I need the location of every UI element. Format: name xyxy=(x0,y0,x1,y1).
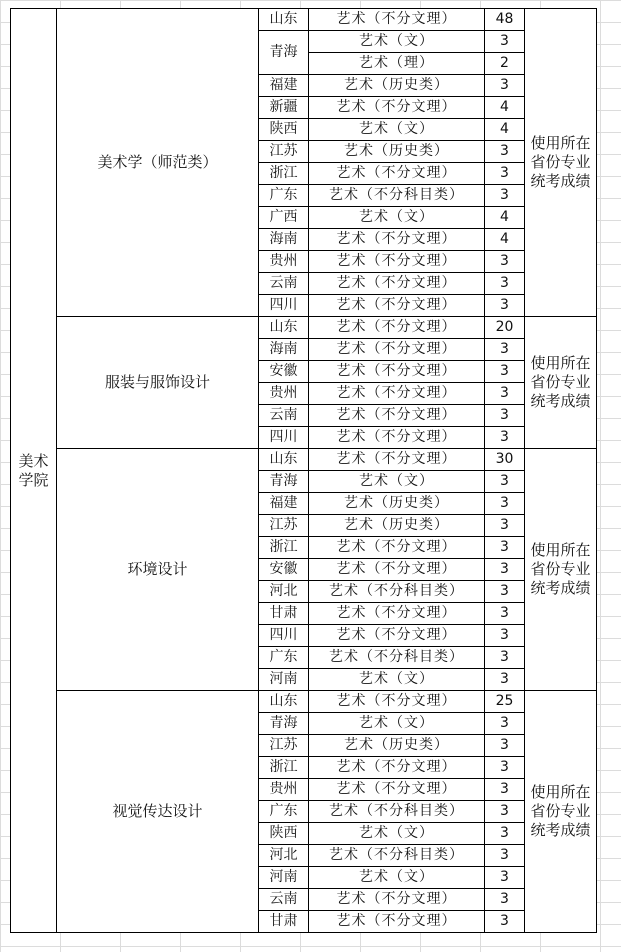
province-cell: 河南 xyxy=(259,669,309,691)
category-cell: 艺术（不分文理） xyxy=(309,383,485,405)
count-cell: 3 xyxy=(485,31,525,53)
province-cell: 江苏 xyxy=(259,735,309,757)
category-cell: 艺术（不分文理） xyxy=(309,251,485,273)
category-cell: 艺术（不分文理） xyxy=(309,757,485,779)
count-cell: 3 xyxy=(485,735,525,757)
count-cell: 3 xyxy=(485,801,525,823)
province-cell: 云南 xyxy=(259,889,309,911)
category-cell: 艺术（不分文理） xyxy=(309,273,485,295)
province-cell: 云南 xyxy=(259,405,309,427)
category-cell: 艺术（文） xyxy=(309,669,485,691)
category-cell: 艺术（历史类） xyxy=(309,735,485,757)
category-cell: 艺术（不分科目类） xyxy=(309,647,485,669)
table-row xyxy=(11,9,597,31)
province-cell: 浙江 xyxy=(259,537,309,559)
college-cell: 美术 学院 xyxy=(11,9,57,933)
count-cell: 3 xyxy=(485,515,525,537)
category-cell: 艺术（文） xyxy=(309,867,485,889)
province-cell: 广东 xyxy=(259,185,309,207)
count-cell: 4 xyxy=(485,207,525,229)
count-cell: 3 xyxy=(485,163,525,185)
count-cell: 3 xyxy=(485,713,525,735)
province-cell: 新疆 xyxy=(259,97,309,119)
province-cell: 青海 xyxy=(259,31,309,75)
category-cell: 艺术（文） xyxy=(309,823,485,845)
province-cell: 广东 xyxy=(259,801,309,823)
category-cell: 艺术（不分文理） xyxy=(309,603,485,625)
province-cell: 四川 xyxy=(259,427,309,449)
category-cell: 艺术（不分文理） xyxy=(309,559,485,581)
province-cell: 河北 xyxy=(259,845,309,867)
count-cell: 3 xyxy=(485,493,525,515)
count-cell: 3 xyxy=(485,141,525,163)
province-cell: 河北 xyxy=(259,581,309,603)
category-cell: 艺术（不分文理） xyxy=(309,449,485,471)
category-cell: 艺术（不分文理） xyxy=(309,779,485,801)
category-cell: 艺术（不分文理） xyxy=(309,163,485,185)
province-cell: 广西 xyxy=(259,207,309,229)
count-cell: 3 xyxy=(485,867,525,889)
province-cell: 青海 xyxy=(259,713,309,735)
category-cell: 艺术（不分文理） xyxy=(309,427,485,449)
count-cell: 3 xyxy=(485,845,525,867)
count-cell: 3 xyxy=(485,581,525,603)
count-cell: 3 xyxy=(485,559,525,581)
province-cell: 福建 xyxy=(259,75,309,97)
province-cell: 浙江 xyxy=(259,163,309,185)
table-body xyxy=(11,9,597,933)
province-cell: 海南 xyxy=(259,229,309,251)
enrollment-plan-table xyxy=(10,8,597,933)
province-cell: 四川 xyxy=(259,295,309,317)
category-cell: 艺术（历史类） xyxy=(309,515,485,537)
count-cell: 3 xyxy=(485,405,525,427)
category-cell: 艺术（不分文理） xyxy=(309,97,485,119)
count-cell: 4 xyxy=(485,97,525,119)
count-cell: 3 xyxy=(485,889,525,911)
province-cell: 山东 xyxy=(259,691,309,713)
category-cell: 艺术（历史类） xyxy=(309,493,485,515)
major-cell: 环境设计 xyxy=(57,449,259,691)
province-cell: 青海 xyxy=(259,471,309,493)
count-cell: 30 xyxy=(485,449,525,471)
province-cell: 河南 xyxy=(259,867,309,889)
province-cell: 广东 xyxy=(259,647,309,669)
category-cell: 艺术（文） xyxy=(309,471,485,493)
province-cell: 四川 xyxy=(259,625,309,647)
province-cell: 江苏 xyxy=(259,141,309,163)
category-cell: 艺术（不分文理） xyxy=(309,625,485,647)
count-cell: 3 xyxy=(485,625,525,647)
category-cell: 艺术（不分文理） xyxy=(309,317,485,339)
major-cell: 服装与服饰设计 xyxy=(57,317,259,449)
province-cell: 甘肃 xyxy=(259,603,309,625)
count-cell: 3 xyxy=(485,823,525,845)
category-cell: 艺术（不分文理） xyxy=(309,9,485,31)
count-cell: 3 xyxy=(485,383,525,405)
remark-cell: 使用所在 省份专业 统考成绩 xyxy=(525,449,597,691)
major-cell: 美术学（师范类） xyxy=(57,9,259,317)
province-cell: 浙江 xyxy=(259,757,309,779)
count-cell: 3 xyxy=(485,251,525,273)
remark-cell: 使用所在 省份专业 统考成绩 xyxy=(525,9,597,317)
category-cell: 艺术（不分科目类） xyxy=(309,185,485,207)
count-cell: 3 xyxy=(485,361,525,383)
count-cell: 3 xyxy=(485,427,525,449)
category-cell: 艺术（不分科目类） xyxy=(309,801,485,823)
count-cell: 48 xyxy=(485,9,525,31)
category-cell: 艺术（理） xyxy=(309,53,485,75)
province-cell: 安徽 xyxy=(259,559,309,581)
province-cell: 江苏 xyxy=(259,515,309,537)
count-cell: 3 xyxy=(485,339,525,361)
province-cell: 陕西 xyxy=(259,823,309,845)
count-cell: 3 xyxy=(485,911,525,933)
major-cell: 视觉传达设计 xyxy=(57,691,259,933)
remark-cell: 使用所在 省份专业 统考成绩 xyxy=(525,317,597,449)
count-cell: 25 xyxy=(485,691,525,713)
count-cell: 3 xyxy=(485,75,525,97)
province-cell: 安徽 xyxy=(259,361,309,383)
category-cell: 艺术（不分文理） xyxy=(309,361,485,383)
count-cell: 3 xyxy=(485,273,525,295)
province-cell: 福建 xyxy=(259,493,309,515)
category-cell: 艺术（文） xyxy=(309,31,485,53)
province-cell: 贵州 xyxy=(259,383,309,405)
category-cell: 艺术（不分文理） xyxy=(309,405,485,427)
count-cell: 3 xyxy=(485,757,525,779)
category-cell: 艺术（历史类） xyxy=(309,75,485,97)
province-cell: 甘肃 xyxy=(259,911,309,933)
category-cell: 艺术（不分文理） xyxy=(309,911,485,933)
category-cell: 艺术（不分科目类） xyxy=(309,581,485,603)
count-cell: 3 xyxy=(485,603,525,625)
count-cell: 4 xyxy=(485,229,525,251)
category-cell: 艺术（文） xyxy=(309,713,485,735)
province-cell: 云南 xyxy=(259,273,309,295)
count-cell: 20 xyxy=(485,317,525,339)
count-cell: 4 xyxy=(485,119,525,141)
table-row xyxy=(11,317,597,339)
table-row xyxy=(11,691,597,713)
province-cell: 陕西 xyxy=(259,119,309,141)
province-cell: 山东 xyxy=(259,9,309,31)
category-cell: 艺术（不分科目类） xyxy=(309,845,485,867)
count-cell: 3 xyxy=(485,779,525,801)
province-cell: 山东 xyxy=(259,317,309,339)
province-cell: 贵州 xyxy=(259,779,309,801)
table-row xyxy=(11,449,597,471)
province-cell: 山东 xyxy=(259,449,309,471)
category-cell: 艺术（不分文理） xyxy=(309,229,485,251)
remark-cell: 使用所在 省份专业 统考成绩 xyxy=(525,691,597,933)
count-cell: 3 xyxy=(485,295,525,317)
category-cell: 艺术（不分文理） xyxy=(309,691,485,713)
category-cell: 艺术（不分文理） xyxy=(309,339,485,361)
category-cell: 艺术（文） xyxy=(309,119,485,141)
count-cell: 3 xyxy=(485,537,525,559)
category-cell: 艺术（历史类） xyxy=(309,141,485,163)
count-cell: 3 xyxy=(485,669,525,691)
category-cell: 艺术（文） xyxy=(309,207,485,229)
province-cell: 海南 xyxy=(259,339,309,361)
category-cell: 艺术（不分文理） xyxy=(309,295,485,317)
province-cell: 贵州 xyxy=(259,251,309,273)
count-cell: 2 xyxy=(485,53,525,75)
category-cell: 艺术（不分文理） xyxy=(309,889,485,911)
count-cell: 3 xyxy=(485,185,525,207)
count-cell: 3 xyxy=(485,471,525,493)
count-cell: 3 xyxy=(485,647,525,669)
category-cell: 艺术（不分文理） xyxy=(309,537,485,559)
